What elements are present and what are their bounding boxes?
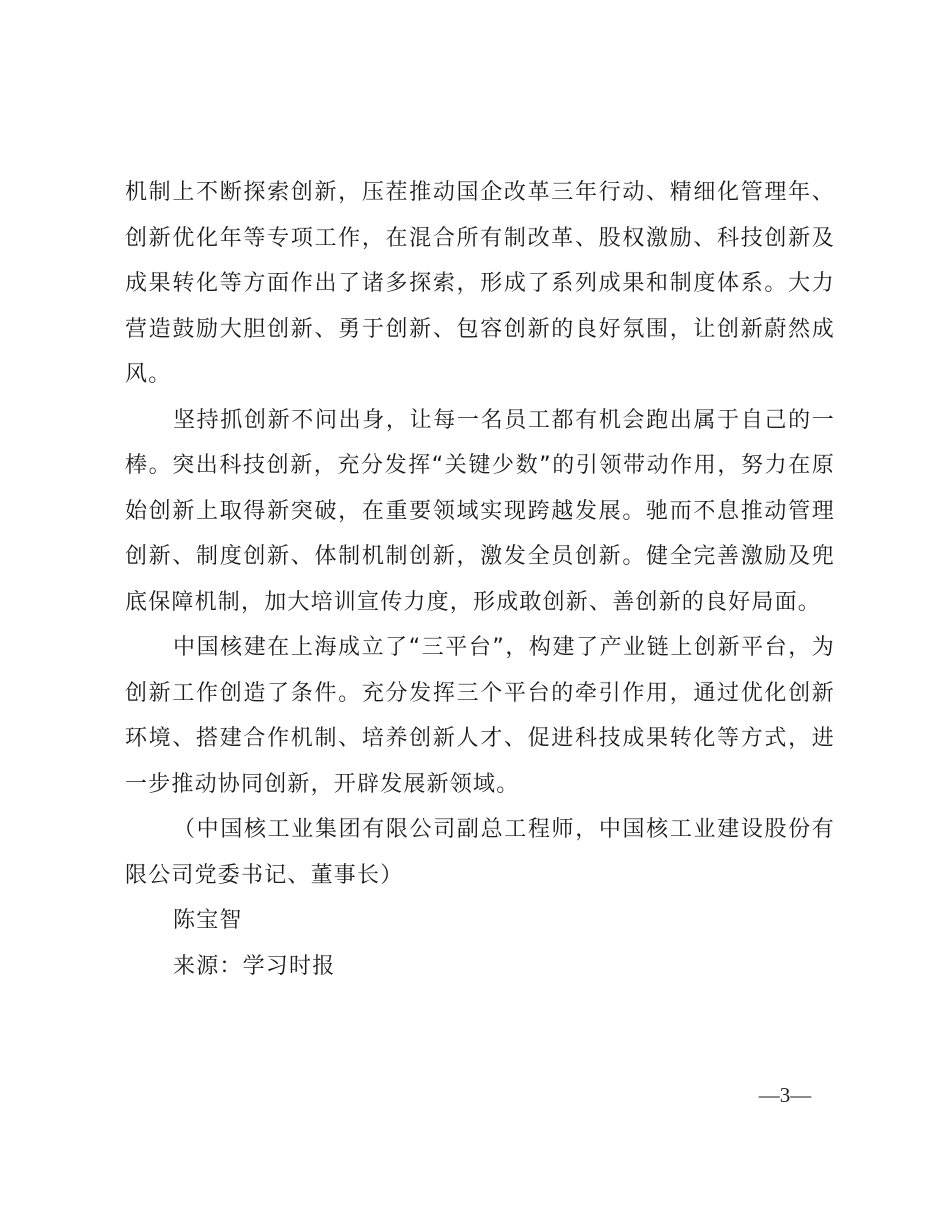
paragraph: 坚持抓创新不问出身，让每一名员工都有机会跑出属于自己的一棒。突出科技创新，充分发挥“关键少数”的引领带动作用，努力在原始创新上取得新突破，在重要领域实现跨越发展。驰而不息推动管理创新、制度创新、体制机制创新，激发全员创新。健全完善激励及兜底保障机制，加大培训宣传力度，形成敢创新、善创新的良好局面。 [125,407,835,615]
document-body [125,170,835,989]
author-name: 陈宝智 [173,908,243,933]
page-number: —3— [758,1083,812,1107]
paragraph-continued: 机制上不断探索创新，压茬推动国企改革三年行动、精细化管理年、创新优化年等专项工作，在混合所有制改革、股权激励、科技创新及成果转化等方面作出了诸多探索，形成了系列成果和制度体系。大力营造鼓励大胆创新、勇于创新、包容创新的良好氛围，让创新蔚然成风。 [125,180,835,387]
author-title: （中国核工业集团有限公司副总工程师，中国核工业建设股份有限公司党委书记、董事长） [125,817,835,888]
paragraph: 中国核建在上海成立了“三平台”，构建了产业链上创新平台，为创新工作创造了条件。充分发挥三个平台的牵引作用，通过优化创新环境、搭建合作机制、培养创新人才、促进科技成果转化等方式，进一步推动协同创新，开辟发展新领域。 [125,635,835,797]
source-line: 来源：学习时报 [173,953,336,979]
